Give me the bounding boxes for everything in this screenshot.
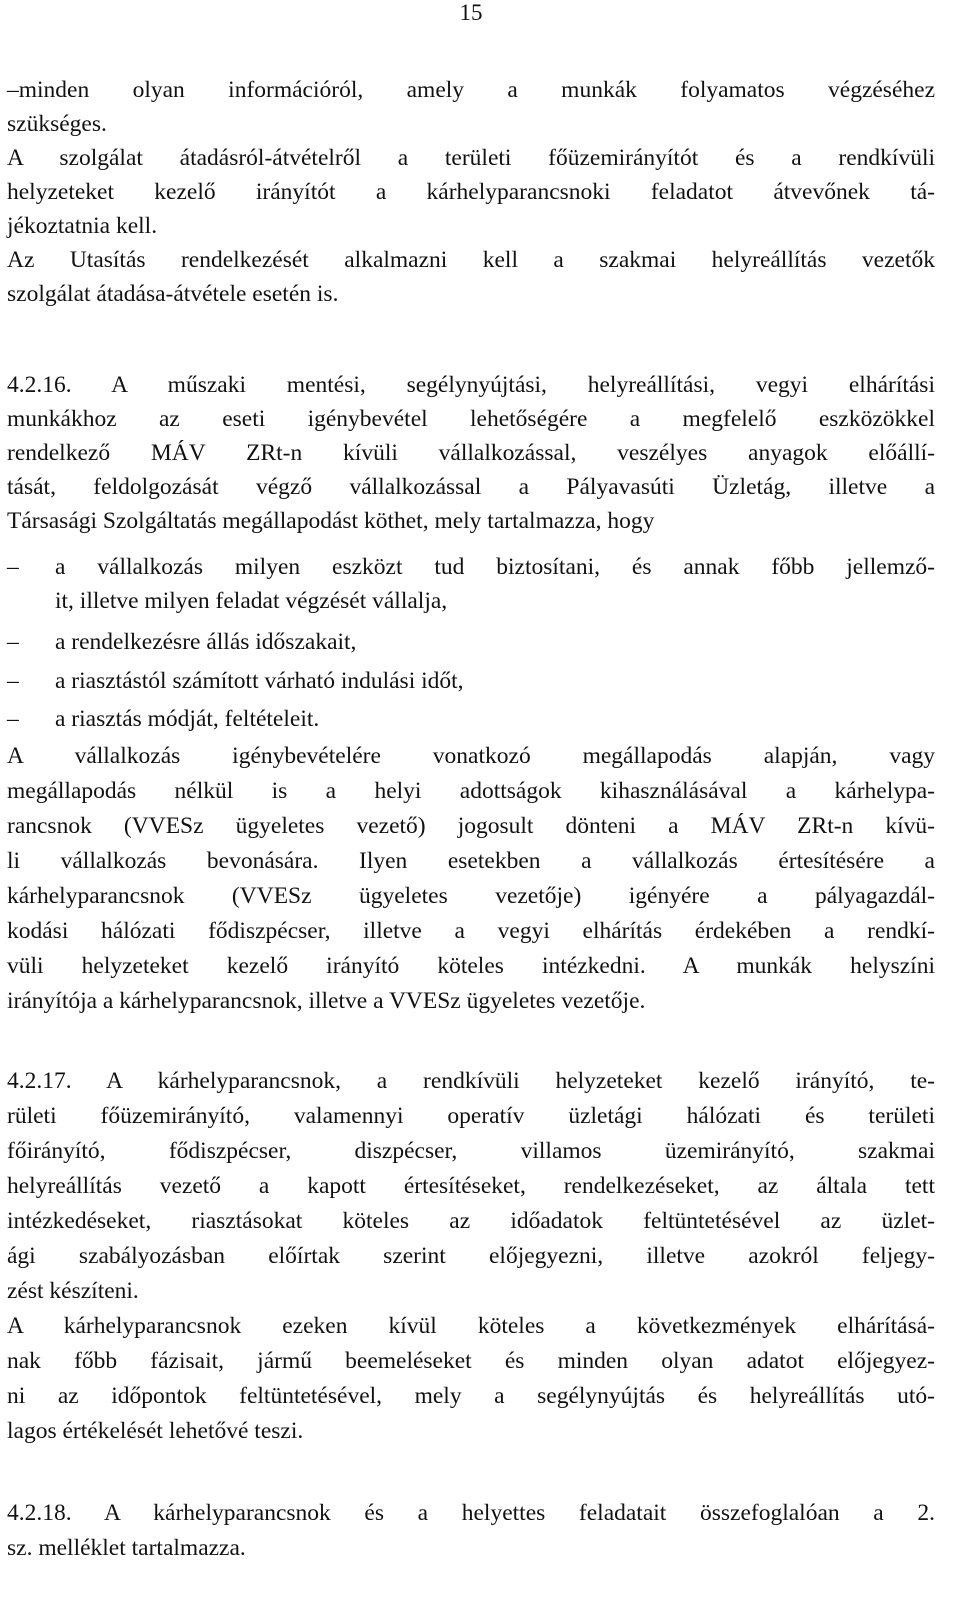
text-line: rendelkező MÁV ZRt-n kívüli vállalkozással, veszélyes anyagok előállí-: [7, 440, 935, 466]
text-line: Az Utasítás rendelkezését alkalmazni kell a szakmai helyreállítás vezetők: [7, 247, 935, 273]
text-line: tását, feldolgozását végző vállalkozással a Pályavasúti Üzletág, illetve a: [7, 474, 935, 500]
text-line: lagos értékelését lehetővé teszi.: [7, 1418, 304, 1444]
text-line: helyreállítás vezető a kapott értesítéseket, rendelkezéseket, az általa tett: [7, 1173, 935, 1199]
text-line: rancsnok (VVESz ügyeletes vezető) jogosult dönteni a MÁV ZRt-n kívü-: [7, 813, 935, 839]
text-line: 4.2.16. A műszaki mentési, segélynyújtási, helyreállítási, vegyi elhárítási: [7, 372, 935, 398]
text-line: kárhelyparancsnok (VVESz ügyeletes vezetője) igényére a pályagazdál-: [7, 883, 935, 909]
list-item-text: it, illetve milyen feladat végzését vállalja,: [55, 588, 448, 614]
list-item-text: a vállalkozás milyen eszközt tud biztosítani, és annak főbb jellemző-: [55, 554, 935, 580]
list-item-text: a riasztás módját, feltételeit.: [55, 706, 320, 732]
text-line: 4.2.17. A kárhelyparancsnok, a rendkívüli helyzeteket kezelő irányító, te-: [7, 1068, 935, 1094]
text-line: zést készíteni.: [7, 1278, 139, 1304]
text-line: li vállalkozás bevonására. Ilyen esetekben a vállalkozás értesítésére a: [7, 848, 935, 874]
text-line: helyzeteket kezelő irányítót a kárhelyparancsnoki feladatot átvevőnek tá-: [7, 179, 935, 205]
text-line: szükséges.: [7, 111, 107, 137]
text-line: megállapodás nélkül is a helyi adottságok kihasználásával a kárhelypa-: [7, 778, 935, 804]
list-item-text: a riasztástól számított várható indulási időt,: [55, 668, 464, 694]
text-line: –minden olyan információról, amely a munkák folyamatos végzéséhez: [7, 77, 935, 103]
text-line: A szolgálat átadásról-átvételről a területi főüzemirányítót és a rendkívüli: [7, 145, 935, 171]
list-dash: –: [7, 629, 19, 655]
text-line: jékoztatnia kell.: [7, 213, 158, 239]
text-line: főirányító, fődiszpécser, diszpécser, villamos üzemirányító, szakmai: [7, 1138, 935, 1164]
text-line: Társasági Szolgáltatás megállapodást köthet, mely tartalmazza, hogy: [7, 508, 655, 534]
text-line: rületi főüzemirányító, valamennyi operatív üzletági hálózati és területi: [7, 1103, 935, 1129]
list-item-text: a rendelkezésre állás időszakait,: [55, 629, 357, 655]
text-line: ági szabályozásban előírtak szerint előjegyezni, illetve azokról feljegy-: [7, 1243, 935, 1269]
text-line: irányítója a kárhelyparancsnok, illetve a VVESz ügyeletes vezetője.: [7, 988, 646, 1014]
text-line: sz. melléklet tartalmazza.: [7, 1535, 246, 1561]
text-line: kodási hálózati fődiszpécser, illetve a vegyi elhárítás érdekében a rendkí-: [7, 918, 935, 944]
page-number: 15: [459, 0, 483, 25]
text-line: intézkedéseket, riasztásokat köteles az időadatok feltüntetésével az üzlet-: [7, 1208, 935, 1234]
text-line: ni az időpontok feltüntetésével, mely a segélynyújtás és helyreállítás utó-: [7, 1383, 935, 1409]
text-line: munkákhoz az eseti igénybevétel lehetőségére a megfelelő eszközökkel: [7, 406, 935, 432]
text-line: szolgálat átadása-átvétele esetén is.: [7, 281, 339, 307]
text-line: A kárhelyparancsnok ezeken kívül köteles a következmények elhárításá-: [7, 1313, 935, 1339]
text-line: vüli helyzeteket kezelő irányító köteles intézkedni. A munkák helyszíni: [7, 953, 935, 979]
list-dash: –: [7, 706, 19, 732]
text-line: nak főbb fázisait, jármű beemeléseket és minden olyan adatot előjegyez-: [7, 1348, 935, 1374]
text-line: 4.2.18. A kárhelyparancsnok és a helyettes feladatait összefoglalóan a 2.: [7, 1500, 935, 1526]
list-dash: –: [7, 554, 19, 580]
text-line: A vállalkozás igénybevételére vonatkozó megállapodás alapján, vagy: [7, 743, 935, 769]
list-dash: –: [7, 668, 19, 694]
